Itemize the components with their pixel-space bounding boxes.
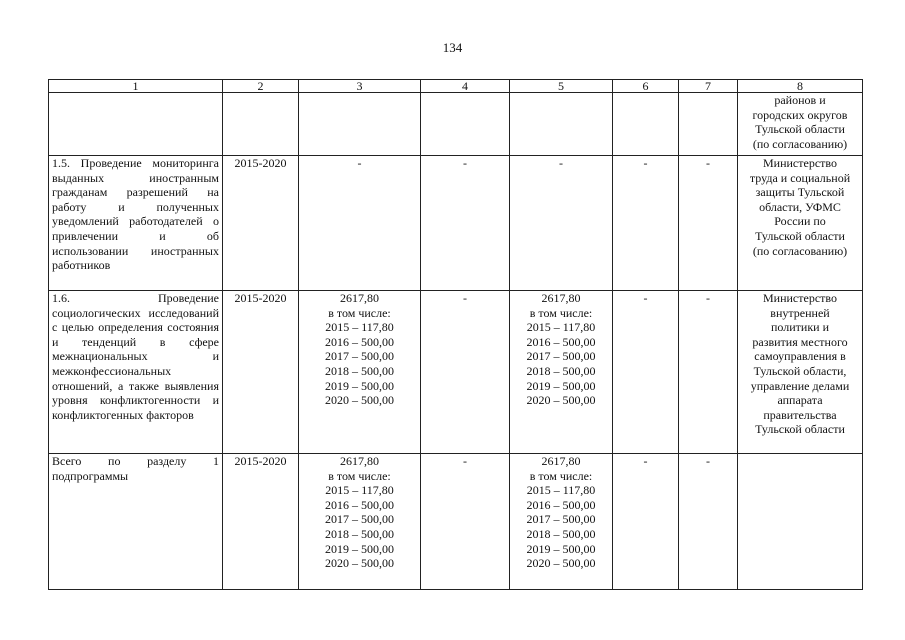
amount-cell <box>299 291 421 454</box>
text-line: 2015 – 117,80 <box>325 320 394 335</box>
text-line: аппарата <box>777 393 823 408</box>
header-cell: 5 <box>510 80 613 93</box>
text-line: 2017 – 500,00 <box>526 512 596 527</box>
table-cell: - <box>679 156 738 291</box>
header-cell: 8 <box>738 80 863 93</box>
text-line: в том числе: <box>328 305 391 320</box>
text-line: 2019 – 500,00 <box>526 541 596 556</box>
text-line: России по <box>774 214 826 229</box>
text-line: 2015 – 117,80 <box>325 483 394 498</box>
responsible-cell <box>738 93 863 156</box>
text-line: труда и социальной <box>749 170 851 185</box>
text-line: 2018 – 500,00 <box>526 363 596 378</box>
text-line: в том числе: <box>529 468 593 483</box>
table-cell: - <box>613 291 679 454</box>
text-line: 2015 – 117,80 <box>526 483 596 498</box>
activity-cell: Всего по разделу 1 подпрограммы <box>49 454 223 590</box>
text-line: управление делами <box>750 378 850 393</box>
text-line: правительства <box>763 407 837 422</box>
text-line: 2617,80 <box>340 454 379 468</box>
text-line: 2018 – 500,00 <box>325 526 394 541</box>
table-cell: - <box>299 156 421 291</box>
text-line: 2016 – 500,00 <box>325 334 394 349</box>
table-cell <box>299 93 421 156</box>
text-line: в том числе: <box>328 468 391 483</box>
table-row <box>49 454 863 590</box>
program-table <box>48 79 863 590</box>
text-line: 2015 – 117,80 <box>526 320 596 335</box>
text-line: 2020 – 500,00 <box>526 556 596 571</box>
responsible-cell <box>738 454 863 590</box>
text-line: политики и <box>770 320 829 335</box>
text-line: 2019 – 500,00 <box>325 541 394 556</box>
header-cell: 3 <box>299 80 421 93</box>
header-cell: 1 <box>49 80 223 93</box>
table-cell <box>49 93 223 156</box>
text-line: самоуправления в <box>754 349 846 364</box>
table-cell <box>679 93 738 156</box>
text-line: Министерство <box>763 291 837 305</box>
text-line: в том числе: <box>529 305 593 320</box>
text-line: (по согласованию) <box>752 136 848 151</box>
text-line: 2016 – 500,00 <box>325 497 394 512</box>
responsible-cell <box>738 156 863 291</box>
table-cell: - <box>421 291 510 454</box>
table-cell: - <box>613 156 679 291</box>
text-line: 2617,80 <box>340 291 379 305</box>
amount-cell <box>299 454 421 590</box>
period-cell: 2015-2020 <box>223 156 299 291</box>
text-line: городских округов <box>752 107 848 122</box>
responsible-cell <box>738 291 863 454</box>
text-line: 2016 – 500,00 <box>526 497 596 512</box>
text-line: 2017 – 500,00 <box>526 349 596 364</box>
text-line: 2020 – 500,00 <box>325 393 394 408</box>
amount-cell <box>510 291 613 454</box>
text-line: Тульской области <box>755 122 845 137</box>
text-line: Тульской области <box>755 228 845 243</box>
header-cell: 4 <box>421 80 510 93</box>
text-line: 2017 – 500,00 <box>325 349 394 364</box>
text-line: 2019 – 500,00 <box>526 378 596 393</box>
table-cell: - <box>679 454 738 590</box>
text-line: внутренней <box>770 305 830 320</box>
text-line: 2020 – 500,00 <box>325 556 394 571</box>
amount-cell <box>510 454 613 590</box>
text-line: 2617,80 <box>541 291 581 305</box>
text-line: районов и <box>774 93 826 107</box>
table-cell <box>510 93 613 156</box>
header-cell: 7 <box>679 80 738 93</box>
table-cell <box>223 93 299 156</box>
text-line: Тульской области <box>755 422 845 437</box>
text-line: 2018 – 500,00 <box>325 363 394 378</box>
table-cell: - <box>421 156 510 291</box>
table-cell <box>421 93 510 156</box>
header-row <box>49 80 863 93</box>
text-line: 2617,80 <box>541 454 581 468</box>
table-row <box>49 93 863 156</box>
table-cell: - <box>679 291 738 454</box>
text-line: (по согласованию) <box>752 243 848 258</box>
text-line: развития местного <box>752 334 848 349</box>
text-line: 2019 – 500,00 <box>325 378 394 393</box>
text-line: 2017 – 500,00 <box>325 512 394 527</box>
table-cell: - <box>510 156 613 291</box>
text-line: 2016 – 500,00 <box>526 334 596 349</box>
activity-cell: 1.5. Проведение мониторинга выданных иностранным гражданам разрешений на работу и полученных уведомлений работодателей о привлечении и об использовании иностранных работников <box>49 156 223 291</box>
page-number: 134 <box>442 40 463 55</box>
table-cell <box>613 93 679 156</box>
text-line: Министерство <box>763 156 837 170</box>
text-line: Тульской области, <box>753 363 847 378</box>
table-cell: - <box>421 454 510 590</box>
header-cell: 2 <box>223 80 299 93</box>
activity-cell: 1.6. Проведение социологических исследований с целью определения состояния и тенденций в сфере межнациональных и межконфессиональных отношений, а также выявления уровня конфликтогенности и конфликтогенных факторов <box>49 291 223 454</box>
period-cell: 2015-2020 <box>223 454 299 590</box>
text-line: защиты Тульской <box>755 185 845 200</box>
text-line: области, УФМС <box>759 199 841 214</box>
table-row <box>49 156 863 291</box>
period-cell: 2015-2020 <box>223 291 299 454</box>
table-row <box>49 291 863 454</box>
text-line: 2020 – 500,00 <box>526 393 596 408</box>
table-cell: - <box>613 454 679 590</box>
text-line: 2018 – 500,00 <box>526 526 596 541</box>
header-cell: 6 <box>613 80 679 93</box>
